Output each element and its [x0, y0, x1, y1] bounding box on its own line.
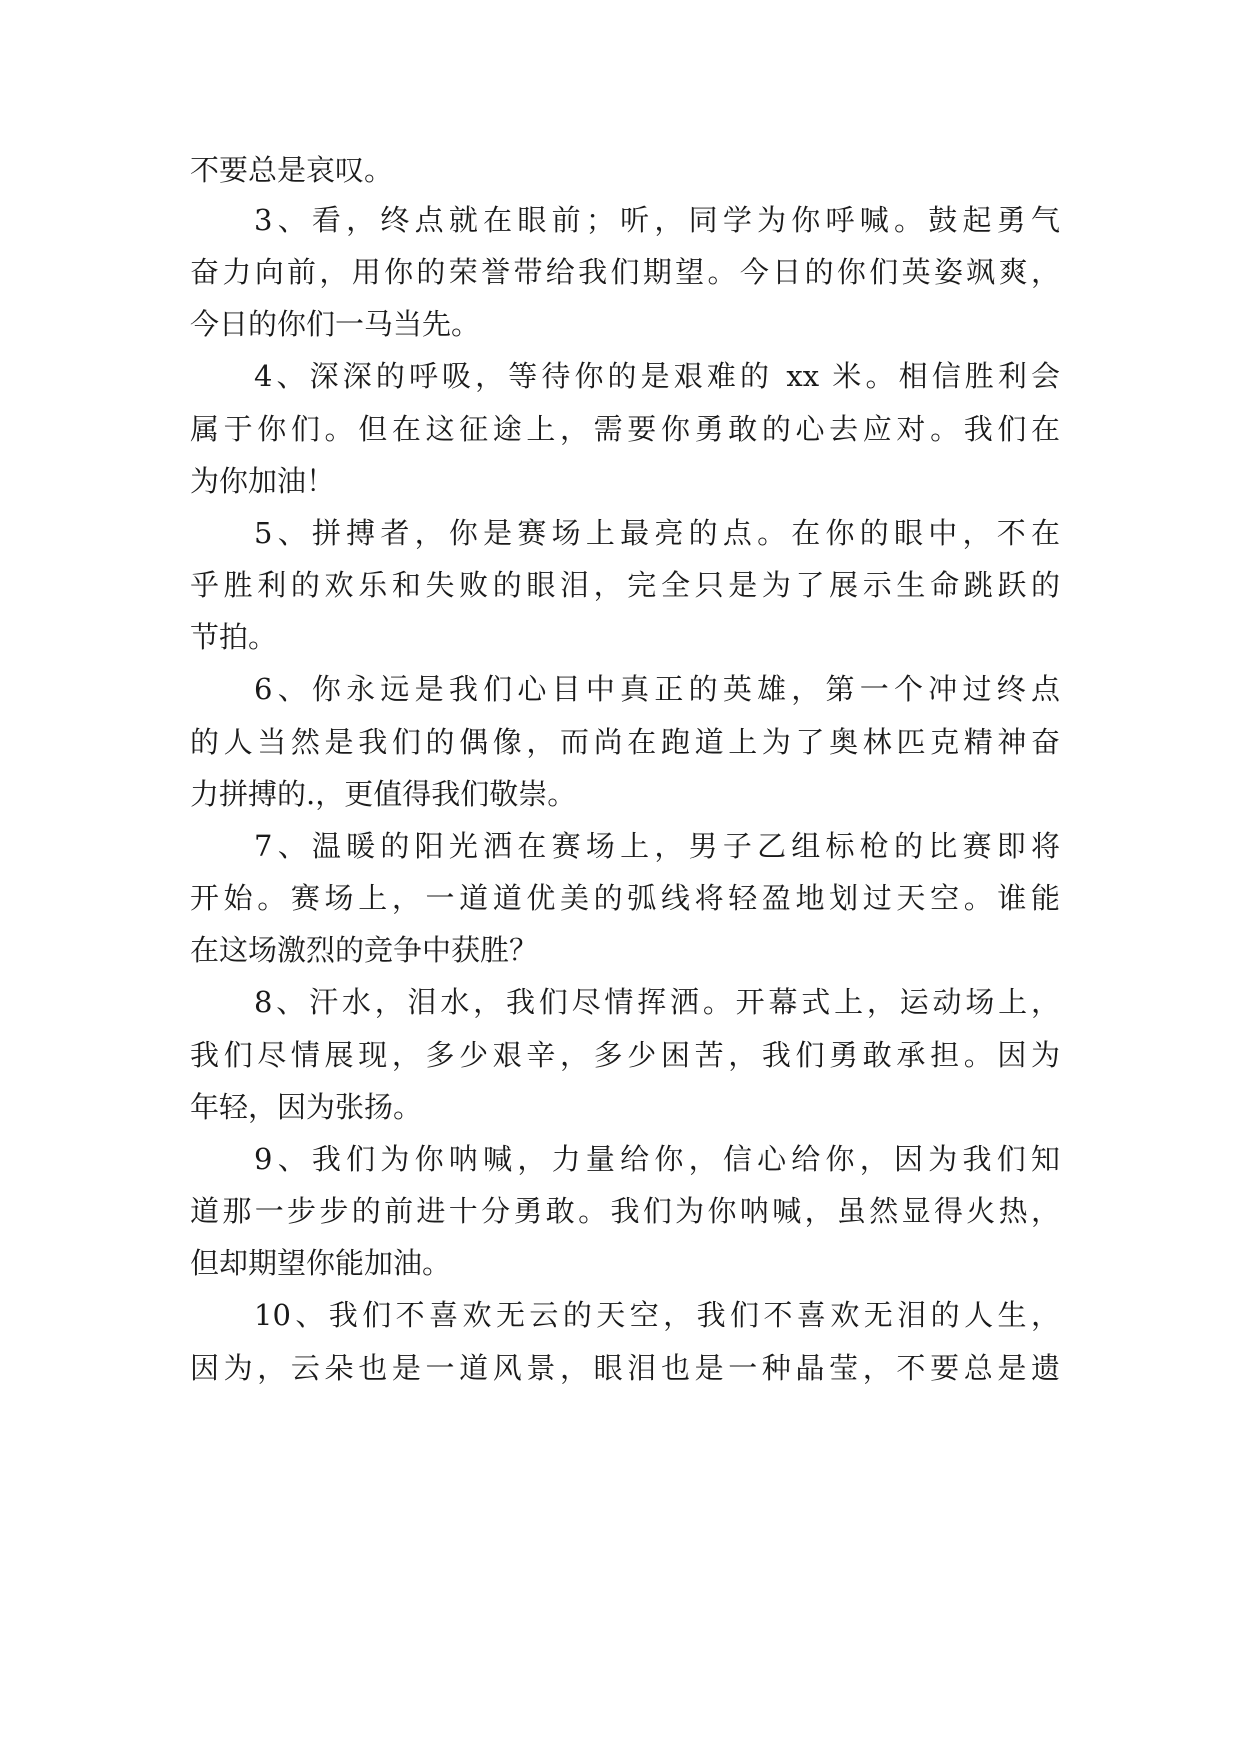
paragraph-8-line-1: 9、我们为你呐喊，力量给你，信心给你，因为我们知: [254, 1142, 1060, 1176]
paragraph-7-line-3: 年轻，因为张扬。: [190, 1090, 423, 1124]
paragraph-2-line-2: 奋力向前，用你的荣誉带给我们期望。今日的你们英姿飒爽，: [190, 255, 1060, 289]
paragraph-3-line-2: 属于你们。但在这征途上，需要你勇敢的心去应对。我们在: [190, 412, 1060, 446]
paragraph-4-line-2: 乎胜利的欢乐和失败的眼泪，完全只是为了展示生命跳跃的: [190, 568, 1060, 602]
paragraph-7-line-1: 8、汗水，泪水，我们尽情挥洒。开幕式上，运动场上，: [254, 985, 1060, 1019]
paragraph-4-line-3: 节拍。: [190, 620, 278, 654]
paragraph-2-line-1: 3、看，终点就在眼前；听，同学为你呼喊。鼓起勇气: [254, 203, 1060, 237]
paragraph-6-line-3: 在这场激烈的竞争中获胜？: [190, 933, 539, 967]
paragraph-9-line-1: 10、我们不喜欢无云的天空，我们不喜欢无泪的人生，: [254, 1298, 1060, 1332]
paragraph-8-line-3: 但却期望你能加油。: [190, 1246, 452, 1280]
paragraph-3-line-3: 为你加油！: [190, 464, 336, 498]
paragraph-1-line-1: 不要总是哀叹。: [190, 153, 394, 187]
paragraph-6-line-1: 7、温暖的阳光洒在赛场上，男子乙组标枪的比赛即将: [254, 829, 1060, 863]
paragraph-9-line-2: 因为，云朵也是一道风景，眼泪也是一种晶莹，不要总是遗: [190, 1351, 1060, 1385]
paragraph-7-line-2: 我们尽情展现，多少艰辛，多少困苦，我们勇敢承担。因为: [190, 1038, 1060, 1072]
paragraph-5-line-1: 6、你永远是我们心目中真正的英雄，第一个冲过终点: [254, 672, 1060, 706]
paragraph-5-line-2: 的人当然是我们的偶像，而尚在跑道上为了奥林匹克精神奋: [190, 725, 1060, 759]
paragraph-3-line-1: 4、深深的呼吸，等待你的是艰难的 xx 米。相信胜利会: [254, 359, 1060, 393]
paragraph-2-line-3: 今日的你们一马当先。: [190, 307, 481, 341]
paragraph-6-line-2: 开始。赛场上，一道道优美的弧线将轻盈地划过天空。谁能: [190, 881, 1060, 915]
paragraph-5-line-3: 力拼搏的.，更值得我们敬崇。: [190, 777, 577, 811]
paragraph-4-line-1: 5、拼搏者，你是赛场上最亮的点。在你的眼中，不在: [254, 516, 1060, 550]
paragraph-8-line-2: 道那一步步的前进十分勇敢。我们为你呐喊，虽然显得火热，: [190, 1194, 1060, 1228]
